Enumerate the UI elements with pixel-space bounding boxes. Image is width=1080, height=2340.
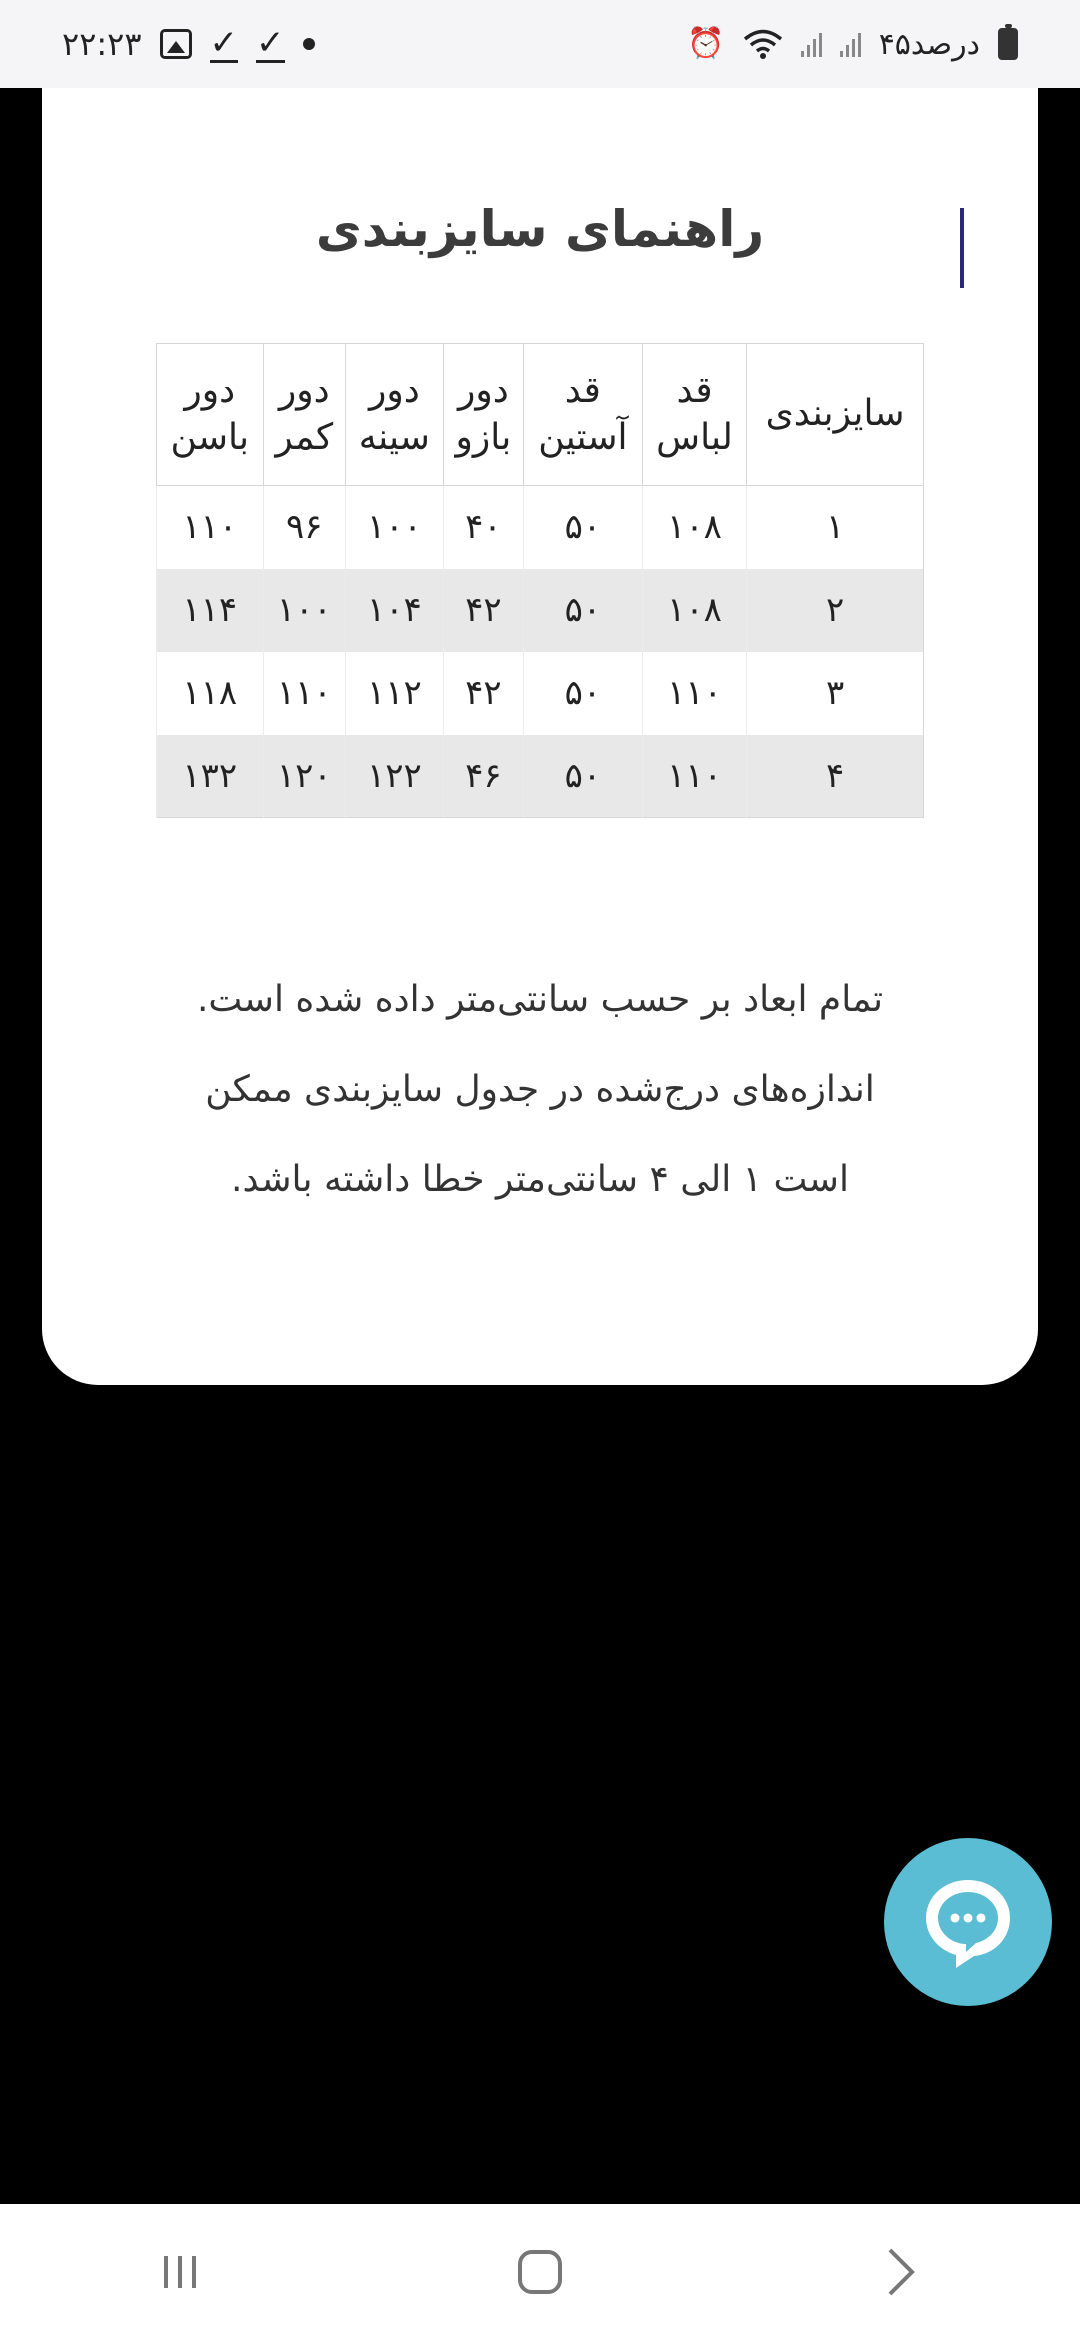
alarm-icon: ⏰ xyxy=(687,26,725,61)
home-button[interactable] xyxy=(480,2232,600,2312)
wifi-icon xyxy=(743,28,783,60)
note-line: است ۱ الی ۴ سانتی‌متر خطا داشته باشد. xyxy=(231,1159,849,1200)
table-cell: ۴۲ xyxy=(443,652,523,735)
table-cell: ۱۱۸ xyxy=(157,652,264,735)
table-header-row xyxy=(157,344,924,486)
table-row xyxy=(157,569,924,652)
table-row xyxy=(157,652,924,735)
signal-icon xyxy=(840,31,861,57)
recent-apps-icon xyxy=(155,2247,205,2297)
table-cell: ۱ xyxy=(747,486,924,569)
back-icon xyxy=(880,2244,920,2300)
table-cell: ۱۰۰ xyxy=(263,569,345,652)
battery-icon xyxy=(998,28,1018,60)
table-cell: ۱۱۲ xyxy=(345,652,443,735)
status-left xyxy=(62,22,315,63)
table-cell: ۲ xyxy=(747,569,924,652)
header-chest: دور سینه xyxy=(345,344,443,486)
table-cell: ۱۳۲ xyxy=(157,735,264,818)
table-row xyxy=(157,486,924,569)
table-cell: ۱۱۰ xyxy=(157,486,264,569)
header-dress-length: قد لباس xyxy=(642,344,746,486)
table-cell: ۴۲ xyxy=(443,569,523,652)
table-cell: ۱۱۰ xyxy=(263,652,345,735)
table-cell: ۱۰۴ xyxy=(345,569,443,652)
table-row xyxy=(157,735,924,818)
home-icon xyxy=(512,2244,568,2300)
system-nav-bar xyxy=(0,2204,1080,2340)
size-note xyxy=(120,955,960,1225)
back-button[interactable] xyxy=(840,2232,960,2312)
table-cell: ۱۱۰ xyxy=(642,652,746,735)
header-hip: دور باسن xyxy=(157,344,264,486)
dot-icon xyxy=(303,38,315,50)
size-table xyxy=(156,343,924,818)
battery-percent: ۴۵درصد xyxy=(878,26,980,62)
table-cell: ۱۲۰ xyxy=(263,735,345,818)
table-cell: ۵۰ xyxy=(523,486,642,569)
table-cell: ۵۰ xyxy=(523,569,642,652)
image-icon xyxy=(160,29,192,59)
table-cell: ۹۶ xyxy=(263,486,345,569)
table-cell: ۱۱۴ xyxy=(157,569,264,652)
signal-icon xyxy=(801,31,822,57)
note-line: تمام ابعاد بر حسب سانتی‌متر داده شده است. xyxy=(196,979,884,1020)
table-cell: ۱۰۸ xyxy=(642,569,746,652)
header-size: سایزبندی xyxy=(747,344,924,486)
header-arm: دور بازو xyxy=(443,344,523,486)
table-cell: ۵۰ xyxy=(523,735,642,818)
table-cell: ۱۰۰ xyxy=(345,486,443,569)
table-cell: ۴۰ xyxy=(443,486,523,569)
table-cell: ۳ xyxy=(747,652,924,735)
table-cell: ۴ xyxy=(747,735,924,818)
status-time: ۲۲:۲۳ xyxy=(62,25,142,63)
recent-apps-button[interactable] xyxy=(120,2232,240,2312)
chat-bubble-icon xyxy=(918,1872,1018,1972)
table-cell: ۱۰۸ xyxy=(642,486,746,569)
chat-button[interactable] xyxy=(884,1838,1052,2006)
status-bar xyxy=(0,0,1080,88)
table-cell: ۱۱۰ xyxy=(642,735,746,818)
size-guide-title: راهنمای سایزبندی xyxy=(315,200,765,258)
table-cell: ۱۲۲ xyxy=(345,735,443,818)
table-cell: ۴۶ xyxy=(443,735,523,818)
table-cell: ۵۰ xyxy=(523,652,642,735)
check-icon: ✓ xyxy=(256,22,285,63)
note-line: اندازه‌های درج‌شده در جدول سایزبندی ممکن xyxy=(205,1069,875,1110)
check-icon: ✓ xyxy=(209,22,239,63)
header-sleeve-length: قد آستین xyxy=(523,344,642,486)
status-right xyxy=(687,27,1018,62)
header-waist: دور کمر xyxy=(263,344,345,486)
